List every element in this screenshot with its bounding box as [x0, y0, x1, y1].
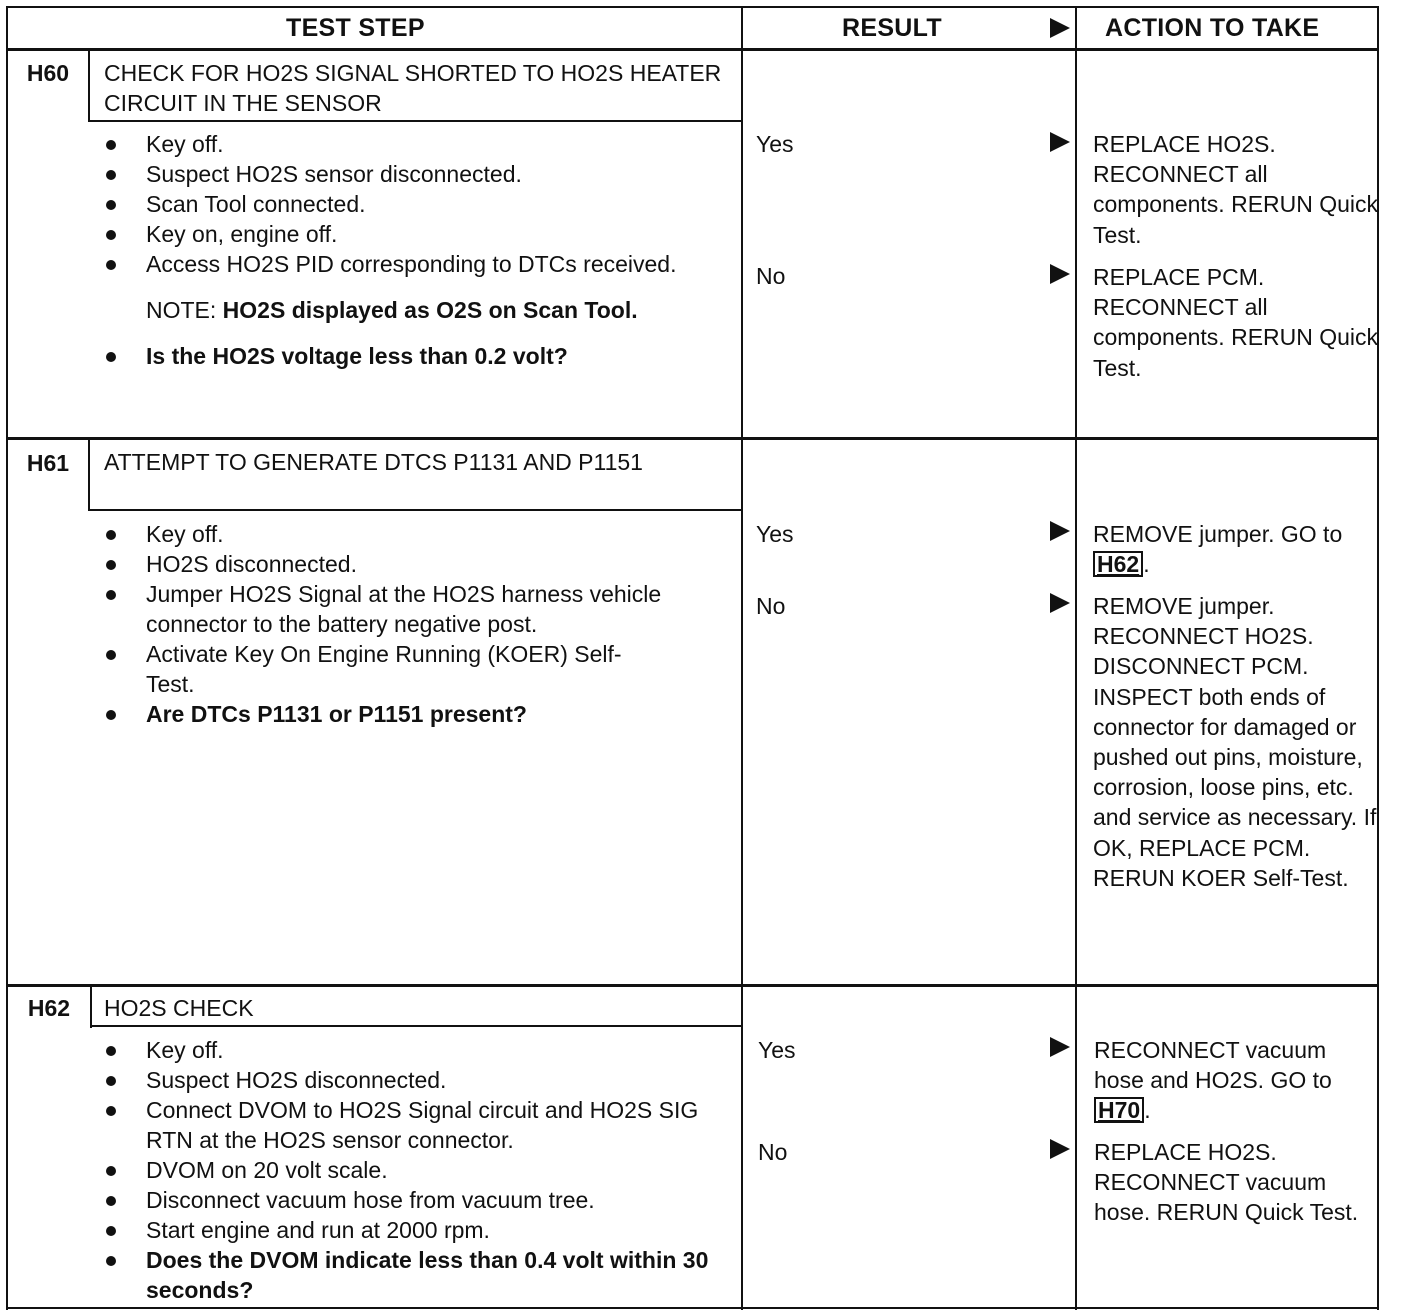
- h62-procedure-list: [104, 1035, 724, 1305]
- table-bottom-border: [6, 1307, 1378, 1309]
- go-to-h70-link[interactable]: H70: [1094, 1097, 1144, 1123]
- action-text: RECONNECT vacuum hose and HO2S. GO to: [1094, 1037, 1332, 1094]
- h61-action-yes: [1093, 519, 1383, 579]
- h60-action-no: REPLACE PCM. RECONNECT all components. RERUN Quick Test.: [1093, 264, 1379, 381]
- go-to-h62-link[interactable]: H62: [1093, 551, 1143, 577]
- h60-result-no: No: [756, 263, 786, 289]
- column-divider-action: [1075, 6, 1077, 1310]
- list-item: Key on, engine off.: [104, 219, 724, 249]
- header-arrow-icon: [1050, 18, 1070, 38]
- list-item: Key off.: [104, 1035, 724, 1065]
- h62-result-yes: Yes: [758, 1037, 796, 1063]
- arrow-icon: [1050, 1037, 1070, 1057]
- column-divider-result: [741, 6, 743, 1310]
- step-question: Is the HO2S voltage less than 0.2 volt?: [104, 341, 724, 371]
- h62-action-yes: [1094, 1035, 1374, 1126]
- list-item: Access HO2S PID corresponding to DTCs received.: [104, 249, 724, 279]
- list-item: DVOM on 20 volt scale.: [104, 1155, 724, 1185]
- h61-id-divider: [88, 439, 90, 511]
- arrow-icon: [1050, 132, 1070, 152]
- h60-bottom-border: [6, 437, 1378, 440]
- list-item: Key off.: [104, 129, 724, 159]
- h60-procedure-list: [104, 129, 724, 371]
- header-result: RESULT: [842, 14, 942, 42]
- h62-title-border: [90, 1025, 743, 1027]
- header-bottom-border: [6, 48, 1378, 51]
- list-item: Scan Tool connected.: [104, 189, 724, 219]
- list-item: Key off.: [104, 519, 664, 549]
- h60-action-yes: REPLACE HO2S. RECONNECT all components. RERUN Quick Test.: [1093, 131, 1379, 248]
- list-item: Jumper HO2S Signal at the HO2S harness vehicle connector to the battery negative post.: [104, 579, 664, 639]
- arrow-icon: [1050, 593, 1070, 613]
- h60-result-yes: Yes: [756, 131, 794, 157]
- note-prefix: NOTE:: [146, 297, 223, 323]
- h60-id-divider: [88, 50, 90, 122]
- header-test-step: TEST STEP: [286, 14, 425, 42]
- step-question: Are DTCs P1131 or P1151 present?: [104, 699, 664, 729]
- h60-title-border: [88, 120, 743, 122]
- step-title-h61: ATTEMPT TO GENERATE DTCS P1131 AND P1151: [104, 449, 643, 475]
- list-item: Suspect HO2S sensor disconnected.: [104, 159, 724, 189]
- list-item: HO2S disconnected.: [104, 549, 664, 579]
- arrow-icon: [1050, 264, 1070, 284]
- arrow-icon: [1050, 1139, 1070, 1159]
- h62-result-no: No: [758, 1139, 788, 1165]
- step-title-h62: HO2S CHECK: [104, 995, 254, 1021]
- list-item: Disconnect vacuum hose from vacuum tree.: [104, 1185, 724, 1215]
- list-item: Suspect HO2S disconnected.: [104, 1065, 724, 1095]
- list-item: Connect DVOM to HO2S Signal circuit and HO2S SIG RTN at the HO2S sensor connector.: [104, 1095, 724, 1155]
- action-text-end: .: [1144, 1097, 1151, 1124]
- h62-action-no: REPLACE HO2S. RECONNECT vacuum hose. RERUN Quick Test.: [1094, 1139, 1359, 1226]
- step-id-h61: H61: [26, 450, 70, 476]
- h61-action-no: REMOVE jumper. RECONNECT HO2S. DISCONNECT PCM. INSPECT both ends of connector for damaged or pushed out pins, moisture, corrosion, loose pins, etc. and service as necessary. If OK, REPLACE PCM. RERUN KOER Self-Test.: [1093, 593, 1377, 891]
- h61-result-yes: Yes: [756, 521, 794, 547]
- action-text: REMOVE jumper. GO to: [1093, 521, 1343, 547]
- step-question: Does the DVOM indicate less than 0.4 volt within 30 seconds?: [104, 1245, 724, 1305]
- list-item: Start engine and run at 2000 rpm.: [104, 1215, 724, 1245]
- note-text: HO2S displayed as O2S on Scan Tool.: [222, 297, 638, 323]
- step-id-h60: H60: [26, 60, 70, 86]
- h61-title-border: [88, 509, 743, 511]
- h62-id-divider: [90, 986, 92, 1028]
- table-top-border: [6, 6, 1378, 8]
- table-left-border: [6, 6, 8, 1310]
- h61-result-no: No: [756, 593, 786, 619]
- list-item: Activate Key On Engine Running (KOER) Self-Test.: [104, 639, 664, 699]
- h61-procedure-list: [104, 519, 664, 729]
- note: [104, 295, 724, 325]
- header-action: ACTION TO TAKE: [1105, 14, 1320, 42]
- step-id-h62: H62: [27, 995, 71, 1021]
- h61-bottom-border: [6, 984, 1378, 987]
- arrow-icon: [1050, 521, 1070, 541]
- action-text-end: .: [1143, 551, 1150, 578]
- step-title-h60: CHECK FOR HO2S SIGNAL SHORTED TO HO2S HEATER CIRCUIT IN THE SENSOR: [104, 60, 722, 116]
